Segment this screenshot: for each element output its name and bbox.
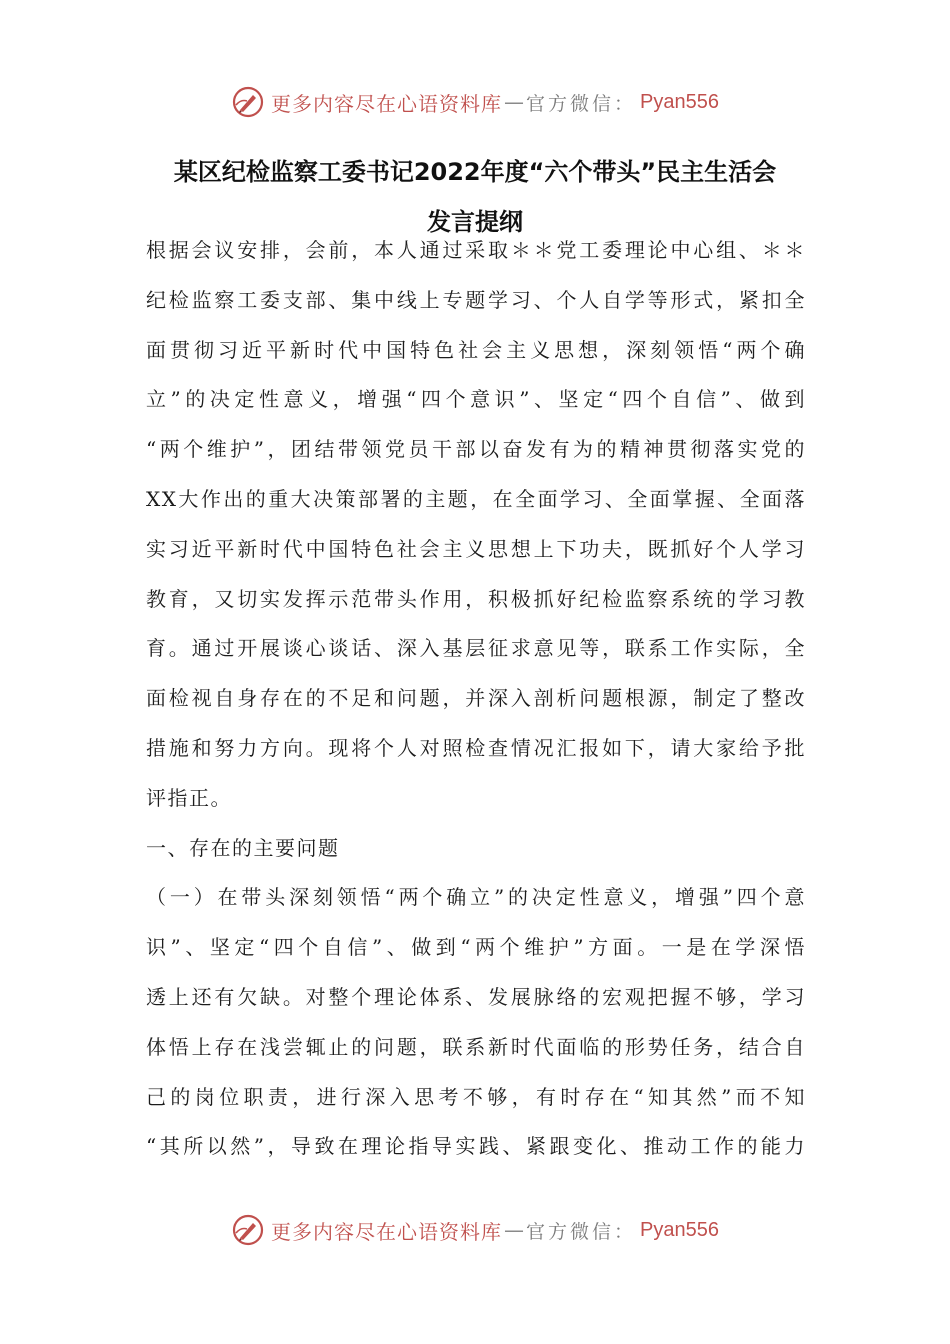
body-line: XX大作出的重大决策部署的主题，在全面学习、全面掌握、全面落 xyxy=(146,486,806,511)
body-line: 根据会议安排，会前，本人通过采取＊＊党工委理论中心组、＊＊ xyxy=(146,238,806,262)
body-line: 育。通过开展谈心谈话、深入基层征求意见等，联系工作实际，全 xyxy=(146,636,806,661)
body-line: “其所以然”，导致在理论指导实践、紧跟变化、推动工作的能力 xyxy=(146,1134,806,1159)
document-body xyxy=(146,226,806,1172)
pen-circle-logo-icon xyxy=(231,1213,265,1247)
watermark-dash: — xyxy=(504,90,524,114)
watermark-text: 更多内容尽在心语资料库 xyxy=(271,91,502,116)
watermark-dash: — xyxy=(504,1218,524,1242)
footer-watermark xyxy=(0,1210,950,1250)
body-line: （一）在带头深刻领悟“两个确立”的决定性意义，增强”四个意 xyxy=(146,885,806,910)
header-watermark xyxy=(0,82,950,122)
body-line: 评指正。 xyxy=(146,785,232,810)
watermark-text: 更多内容尽在心语资料库 xyxy=(271,1219,502,1244)
body-line: “两个维护”，团结带领党员干部以奋发有为的精神贯彻落实党的 xyxy=(146,437,806,462)
body-line: 体悟上存在浅尝辄止的问题，联系新时代面临的形势任务，结合自 xyxy=(146,1034,806,1059)
body-line: 面检视自身存在的不足和问题，并深入剖析问题根源，制定了整改 xyxy=(146,686,806,711)
body-line: 识”、坚定“四个自信”、做到“两个维护”方面。一是在学深悟 xyxy=(146,935,806,960)
body-line: 立”的决定性意义，增强“四个意识”、坚定“四个自信”、做到 xyxy=(146,387,806,412)
body-line: 己的岗位职责，进行深入思考不够，有时存在“知其然”而不知 xyxy=(146,1084,806,1109)
section-heading: 一、存在的主要问题 xyxy=(146,835,340,860)
body-line: 透上还有欠缺。对整个理论体系、发展脉络的宏观把握不够，学习 xyxy=(146,984,806,1009)
pen-circle-logo-icon xyxy=(231,85,265,119)
document-title-line-2: 发言提纲 xyxy=(427,208,523,236)
watermark-wechat-id: Pyan556 xyxy=(640,1218,719,1241)
document-title-line-1: 某区纪检监察工委书记2022年度“六个带头”民主生活会 xyxy=(173,158,777,186)
watermark-label: 官方微信： xyxy=(526,92,637,115)
body-line: 纪检监察工委支部、集中线上专题学习、个人自学等形式，紧扣全 xyxy=(146,287,806,312)
watermark-label: 官方微信： xyxy=(526,1220,637,1243)
body-line: 面贯彻习近平新时代中国特色社会主义思想，深刻领悟“两个确 xyxy=(146,337,806,362)
watermark-wechat-id: Pyan556 xyxy=(640,90,719,113)
body-line: 教育，又切实发挥示范带头作用，积极抓好纪检监察系统的学习教 xyxy=(146,586,806,611)
body-line: 措施和努力方向。现将个人对照检查情况汇报如下，请大家给予批 xyxy=(146,735,806,760)
body-line: 实习近平新时代中国特色社会主义思想上下功夫，既抓好个人学习 xyxy=(146,536,806,561)
